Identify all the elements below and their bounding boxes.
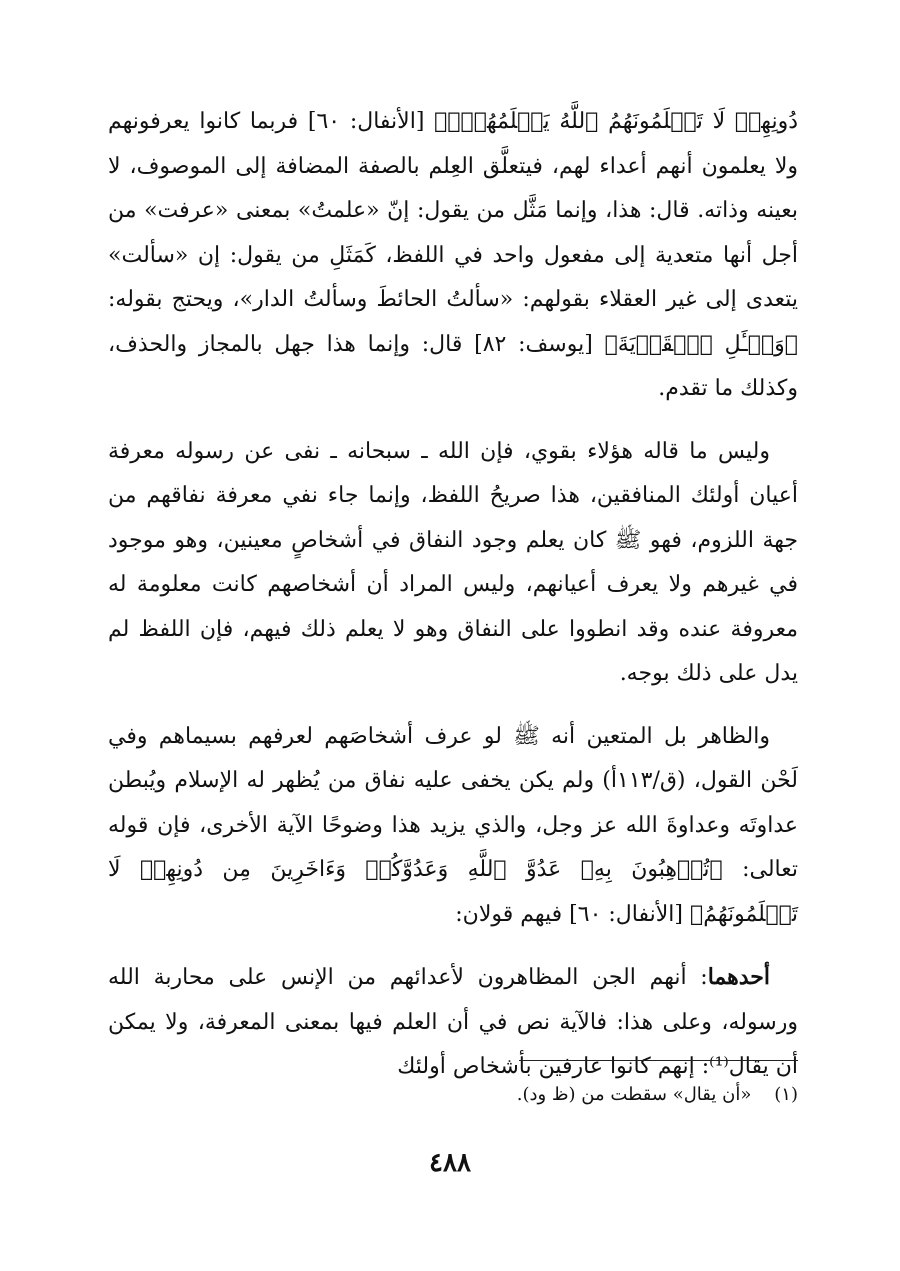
footnote-marker: (١) xyxy=(774,1084,798,1105)
footnote xyxy=(108,1080,798,1110)
footnote-separator xyxy=(519,1060,798,1061)
paragraph-4 xyxy=(108,955,798,1090)
paragraph-3-text: والظاهر بل المتعين أنه ﷺ لو عرف أشخاصَهم لعرفهم بسيماهم وفي لَحْن القول، (ق/١١٣أ) ولم يكن يخفى عليه نفاق من يُظهر له الإسلام ويُبطن عداوتَه وعداوةَ الله عز وجل، والذي يزيد هذا وضوحًا الآية الأخرى، فإن قوله تعالى: ﴿تُرۡهِبُونَ بِهِۦ عَدُوَّ ٱللَّهِ وَعَدُوَّكُمۡ وَءَاخَرِينَ مِن دُونِهِمۡ لَا تَعۡلَمُونَهُمُ﴾ [الأنفال: ٦٠] فيهم قولان: xyxy=(108,723,798,927)
page-number: ٤٨٨ xyxy=(429,1148,471,1178)
paragraph-2-text: وليس ما قاله هؤلاء بقوي، فإن الله ـ سبحانه ـ نفى عن رسوله معرفة أعيان أولئك المنافقين، هذا صريحُ اللفظ، وإنما جاء نفي معرفة نفاقهم من جهة اللزوم، فهو ﷺ كان يعلم وجود النفاق في أشخاصٍ معينين، وهو موجود في غيرهم ولا يعرف أعيانهم، وليس المراد أن أشخاصهم كانت معلومة له معروفة عنده وقد انطووا على النفاق وهو لا يعلم ذلك فيهم، فإن اللفظ لم يدل على ذلك بوجه. xyxy=(108,438,798,686)
paragraph-4-text: : أنهم الجن المظاهرون لأعدائهم من الإنس على محاربة الله ورسوله، وعلى هذا: فالآية نص في أن العلم فيها بمعنى المعرفة، ولا يمكن أن يقال⁽¹⁾: إنهم كانوا عارفين بأشخاص أولئك xyxy=(108,965,798,1079)
footnote-text: «أن يقال» سقطت من (ظ ود). xyxy=(516,1084,752,1105)
paragraph-4-lead: أحدهما xyxy=(707,964,770,990)
paragraph-1 xyxy=(108,100,798,412)
main-text xyxy=(108,100,798,1108)
footnote-spacer xyxy=(757,1084,768,1105)
paragraph-3 xyxy=(108,715,798,938)
paragraph-1-text: دُونِهِمۡ لَا تَعۡلَمُونَهُمُ ٱللَّهُ يَعۡلَمُهُمۡۚ﴾ [الأنفال: ٦٠] فربما كانوا يعرفونهم ولا يعلمون أنهم أعداء لهم، فيتعلَّق العِلم بالصفة المضافة إلى الموصوف، لا بعينه وذاته. قال: هذا، وإنما مَثَّل من يقول: إنّ «علمتُ» بمعنى «عرفت» من أجل أنها متعدية إلى مفعول واحد في اللفظ، كَمَثَلِ من يقول: إن «سألت» يتعدى إلى غير العقلاء بقولهم: «سألتُ الحائطَ وسألتُ الدار»، ويحتج بقوله: ﴿وَسۡـَٔلِ ٱلۡقَرۡيَةَ﴾ [يوسف: ٨٢] قال: وإنما هذا جهل بالمجاز والحذف، وكذلك ما تقدم. xyxy=(108,109,798,401)
paragraph-2 xyxy=(108,430,798,697)
